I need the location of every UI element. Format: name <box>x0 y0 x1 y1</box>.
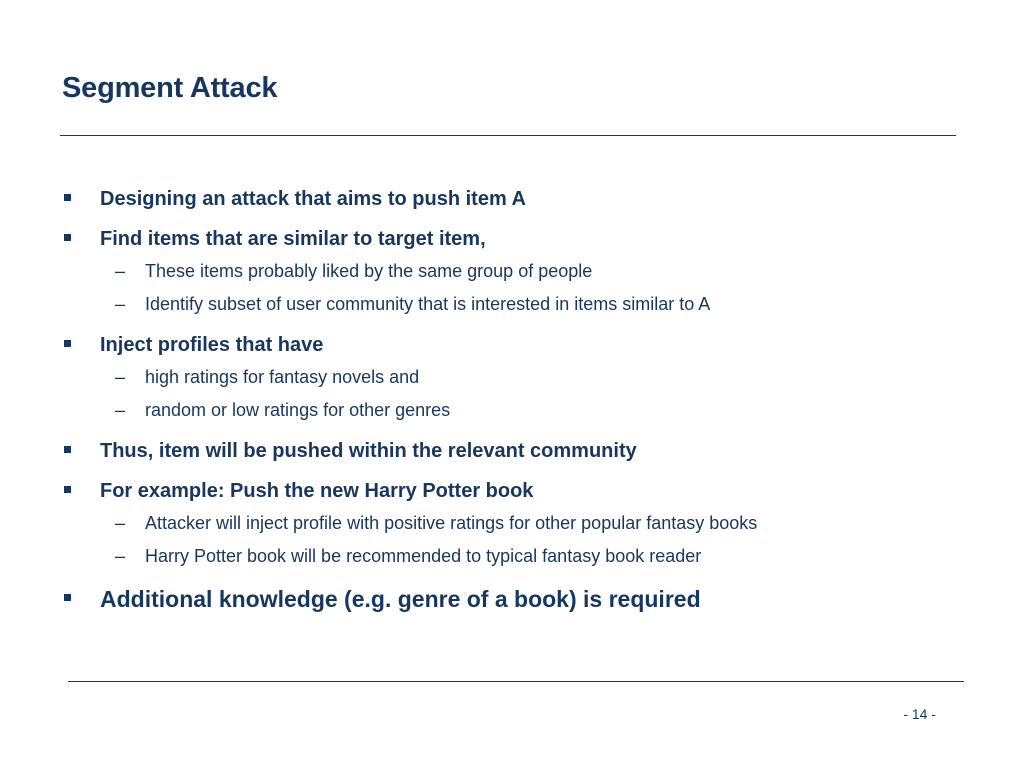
bullet-item <box>62 186 962 212</box>
bullet-item <box>62 584 962 614</box>
sub-bullet-text: Identify subset of user community that is interested in items similar to A <box>145 294 711 314</box>
sub-bullet-item <box>100 397 962 424</box>
sub-bullet-item <box>100 364 962 391</box>
bullet-item <box>62 478 962 570</box>
sub-bullet-list <box>100 510 962 570</box>
bullet-list <box>62 186 962 628</box>
footer-divider <box>68 681 964 682</box>
title-divider <box>60 135 956 136</box>
dash-bullet-icon: – <box>115 400 126 420</box>
square-bullet-icon <box>64 446 71 453</box>
sub-bullet-item <box>100 510 962 537</box>
bullet-item <box>62 332 962 424</box>
page-number: - 14 - <box>903 706 936 722</box>
sub-bullet-item <box>100 258 962 285</box>
sub-bullet-text: random or low ratings for other genres <box>145 400 451 420</box>
dash-bullet-icon: – <box>115 294 126 314</box>
sub-bullet-list <box>100 258 962 318</box>
square-bullet-icon <box>64 234 71 241</box>
dash-bullet-icon: – <box>115 546 126 566</box>
sub-bullet-text: Harry Potter book will be recommended to typical fantasy book reader <box>145 546 702 566</box>
sub-bullet-item <box>100 291 962 318</box>
bullet-text: Find items that are similar to target item, <box>100 228 486 250</box>
bullet-text: Additional knowledge (e.g. genre of a book) is required <box>100 586 701 612</box>
square-bullet-icon <box>64 194 71 201</box>
bullet-text: For example: Push the new Harry Potter book <box>100 480 534 502</box>
sub-bullet-list <box>100 364 962 424</box>
slide-title: Segment Attack <box>62 72 278 104</box>
square-bullet-icon <box>64 486 71 493</box>
bullet-text: Designing an attack that aims to push item A <box>100 188 526 210</box>
square-bullet-icon <box>64 340 71 347</box>
bullet-text: Thus, item will be pushed within the relevant community <box>100 440 637 462</box>
sub-bullet-text: Attacker will inject profile with positive ratings for other popular fantasy books <box>145 513 758 533</box>
dash-bullet-icon: – <box>115 513 126 533</box>
bullet-item <box>62 226 962 318</box>
bullet-text: Inject profiles that have <box>100 334 324 356</box>
sub-bullet-item <box>100 543 962 570</box>
bullet-item <box>62 438 962 464</box>
square-bullet-icon <box>64 594 71 601</box>
sub-bullet-text: high ratings for fantasy novels and <box>145 367 420 387</box>
dash-bullet-icon: – <box>115 261 126 281</box>
sub-bullet-text: These items probably liked by the same group of people <box>145 261 593 281</box>
dash-bullet-icon: – <box>115 367 126 387</box>
